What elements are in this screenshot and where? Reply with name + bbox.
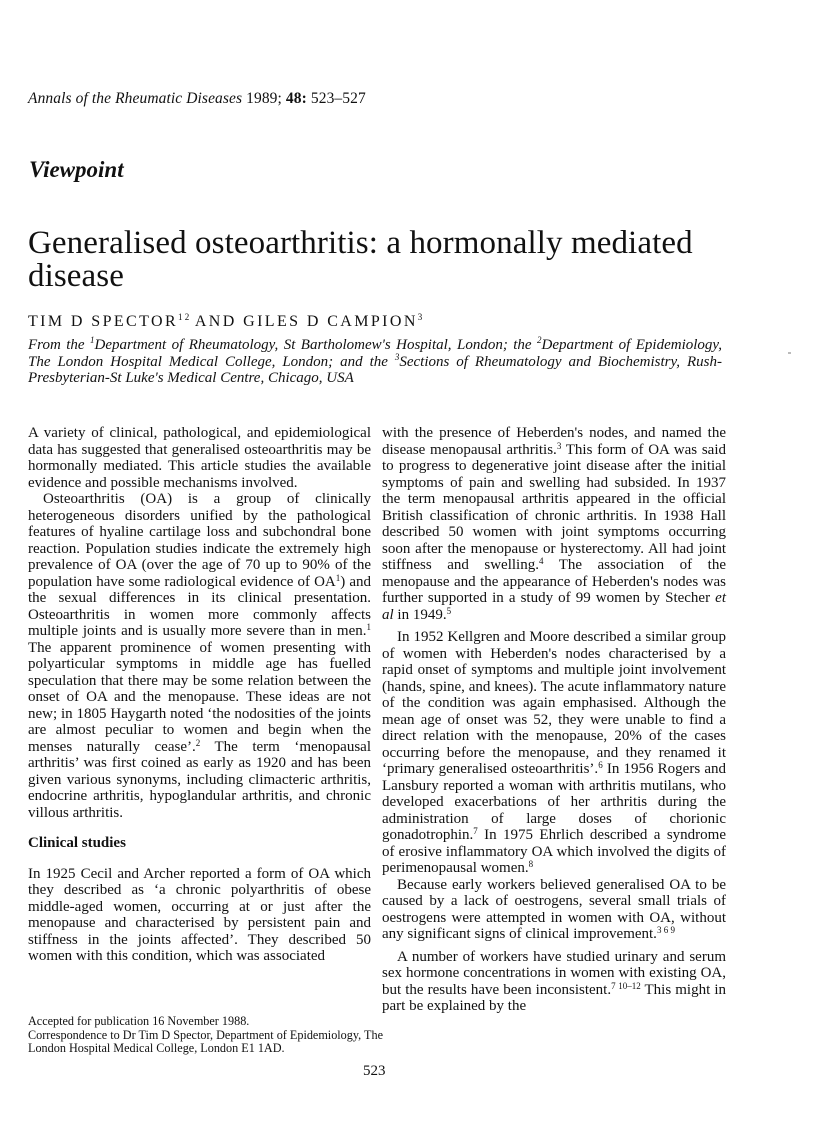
affil-prefix: From the <box>28 337 90 353</box>
text-run: In 1952 Kellgren and Moore described a similar group of women with Heberden's nodes characterised by a rapid onset of symptoms and multiple joint involvement (hands, spine, and knees). The acute inflammatory nature of the condition was again emphasised. Although the mean age of onset was 52, they were unable to find a direct relation with the menopause, 20% of the cases occurring before the menopause, and they renamed it ‘primary generalised osteoarthritis’. <box>382 629 726 777</box>
citation-ref: 6 <box>598 760 603 770</box>
citation-ref: 3 6 9 <box>656 925 675 935</box>
text-run: This might in part be explained by the <box>382 981 727 1014</box>
citation-ref: 3 <box>556 440 562 451</box>
text-run: In 1975 Ehrlich described a syndrome of erosive inflammatory OA which involved the digits of perimenopausal women. <box>382 827 726 876</box>
citation-ref: 8 <box>528 859 534 869</box>
text-run: Osteoarthritis (OA) is a group of clinically heterogeneous disorders unified by the pathological features of hyaline cartilage loss and subchondral bone reaction. Population studies indicate the extremely high prevalence of OA (over the age of 70 up to 90% of the population have some radiological evidence of OA <box>28 491 371 590</box>
citation-ref: 4 <box>538 556 544 566</box>
body-paragraph <box>28 491 371 821</box>
text-run: This form of OA was said to progress to degenerative joint disease after the initial symptoms of pain and swelling had subsided. In 1937 the term menopausal arthritis appeared in the official British classification of chronic arthritis. In 1938 Hall described 50 women with joint symptoms occurring soon after the menopause or hysterectomy. All had joint stiffness and swelling. <box>382 441 726 573</box>
text-run: The association of the menopause and the appearance of Heberden's nodes was further supported in a study of 99 women by Stecher <box>382 557 726 606</box>
citation-ref: 7 <box>473 826 478 836</box>
body-paragraph <box>382 425 726 623</box>
affil-mark: 2 <box>537 335 542 345</box>
affiliations <box>28 337 722 387</box>
scan-speck <box>788 352 791 354</box>
text-run: In 1956 Rogers and Lansbury reported a woman with arthritis mutilans, who developed exacerbations of her arthritis during the administration of large doses of chorionic gonadotrophin. <box>382 761 727 843</box>
correspondence-address: Correspondence to Dr Tim D Spector, Department of Epidemiology, The London Hospital Medical College, London E1 1AD. <box>28 1027 383 1055</box>
author-connector: AND <box>194 313 237 330</box>
affil-mark: 1 <box>89 335 95 345</box>
left-column <box>28 425 371 965</box>
section-label: Viewpoint <box>29 157 124 182</box>
body-paragraph <box>382 949 726 1015</box>
citation-ref: 1 <box>366 622 371 632</box>
journal-year: 1989; <box>246 90 282 107</box>
journal-pages: 523–527 <box>310 90 366 107</box>
article-title: Generalised osteoarthritis: a hormonally mediated disease <box>28 225 693 294</box>
author-list <box>28 313 422 331</box>
affil-text: Department of Epidemiology, The London Hospital Medical College, London; and the <box>28 337 722 370</box>
abstract-paragraph: A variety of clinical, pathological, and epidemiological data has suggested that generalised osteoarthritis may be hormonally mediated. This article studies the available evidence and possible mechanisms involved. <box>28 425 371 491</box>
body-paragraph <box>382 629 726 877</box>
affil-text: Sections of Rheumatology and Biochemistry, Rush-Presbyterian-St Luke's Medical Centre, Chicago, USA <box>28 353 722 386</box>
author-affil-marks: 1 2 <box>178 312 190 322</box>
affil-mark: 3 <box>394 351 400 362</box>
citation-ref: 1 <box>335 572 341 583</box>
text-run: The apparent prominence of women presenting with polyarticular symptoms in middle age has fuelled speculation that there may be some relation between the onset of OA and the menopause. These ideas are not new; in 1805 Haygarth noted ‘the nodosities of the joints are almost peculiar to women and begin when the menses naturally cease’. <box>28 639 371 755</box>
body-paragraph: In 1925 Cecil and Archer reported a form of OA which they described as ‘a chronic polyarthritis of obese middle-aged women, occurring at or just after the menopause and characterised by persistent pain and stiffness in the joints affected’. They described 50 women with this condition, which was associated <box>28 865 371 964</box>
page-number: 523 <box>363 1063 386 1079</box>
journal-name: Annals of the Rheumatic Diseases <box>28 90 243 107</box>
author-name: GILES D CAMPION <box>243 313 418 330</box>
text-run: with the presence of Heberden's nodes, and named the disease menopausal arthritis. <box>382 425 726 458</box>
author-name: TIM D SPECTOR <box>28 313 179 330</box>
text-run: in 1949. <box>393 606 447 623</box>
accepted-date: Accepted for publication 16 November 1988. <box>28 1014 250 1028</box>
footnote <box>28 1015 383 1056</box>
text-run-italic: et al <box>382 590 726 623</box>
citation-ref: 5 <box>446 605 452 616</box>
text-run: A number of workers have studied urinary and serum sex hormone concentrations in women with existing OA, but the results have been inconsistent. <box>382 948 726 998</box>
journal-volume: 48: <box>285 90 307 107</box>
section-heading: Clinical studies <box>28 835 126 851</box>
citation-ref: 7 10–12 <box>611 980 641 991</box>
right-column <box>382 425 726 1015</box>
affil-text: Department of Rheumatology, St Bartholomew's Hospital, London; the <box>94 337 538 353</box>
text-run: Because early workers believed generalised OA to be caused by a lack of oestrogens, several small trials of oestrogens were attempted in women with OA, without any significant signs of clinical improvement. <box>382 876 726 942</box>
text-run: The term ‘menopausal arthritis’ was first coined as early as 1920 and has been given various synonyms, including climacteric arthritis, endocrine arthritis, hypoglandular arthritis, and chronic villous arthritis. <box>28 738 371 821</box>
journal-citation <box>28 90 366 108</box>
author-affil-marks: 3 <box>417 312 423 322</box>
citation-ref: 2 <box>195 737 201 748</box>
text-run: ) and the sexual differences in its clinical presentation. Osteoarthritis in women more commonly affects multiple joints and is usually more severe than in men. <box>28 573 371 639</box>
body-paragraph <box>382 877 726 943</box>
